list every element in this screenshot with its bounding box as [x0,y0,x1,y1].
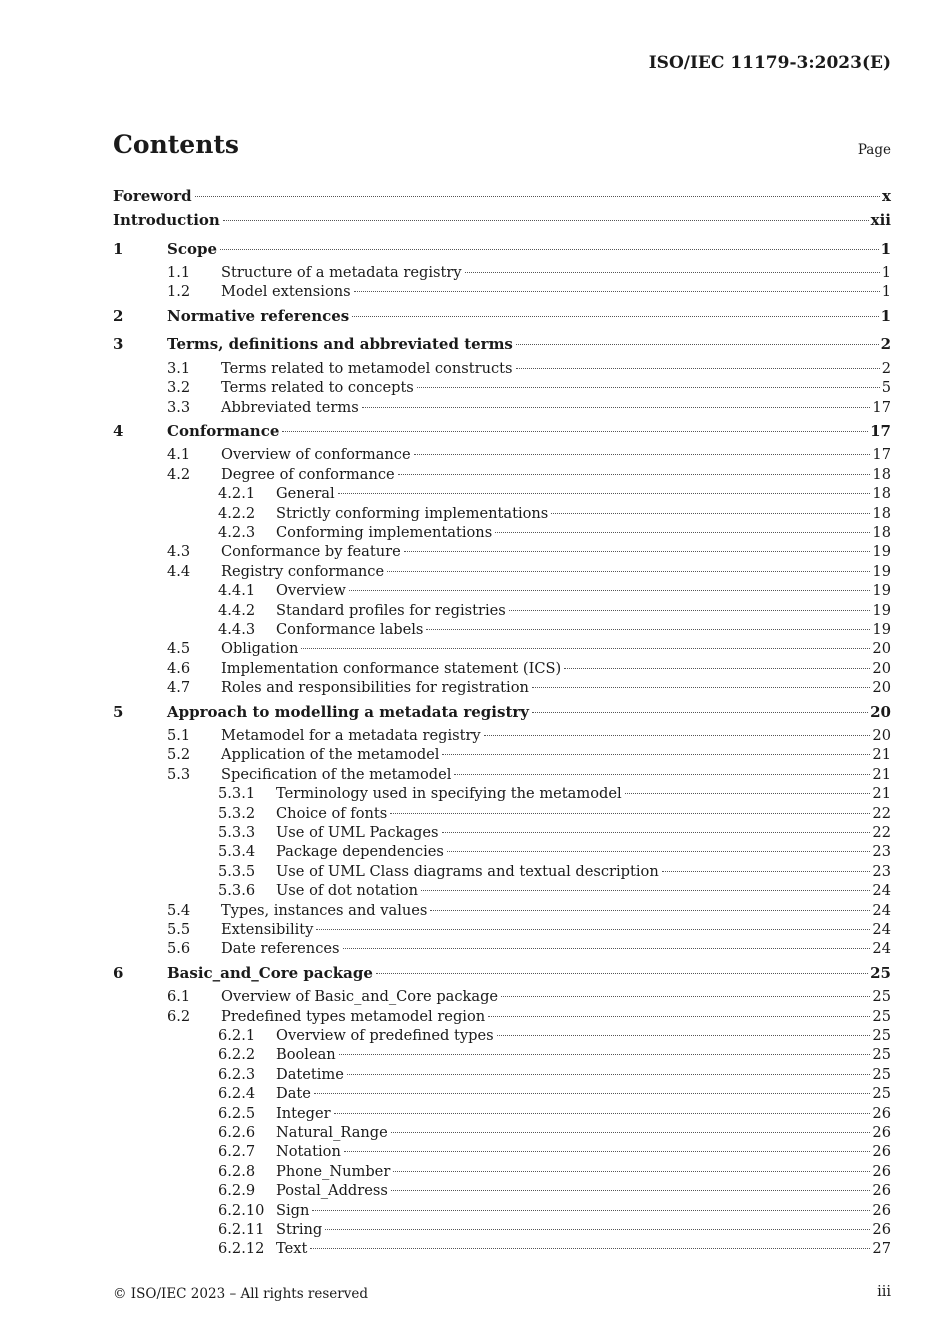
toc-entry[interactable] [113,417,891,446]
toc-entry-title[interactable]: Strictly conforming implementations [276,504,549,522]
toc-entry[interactable] [113,465,891,484]
toc-entry-title[interactable]: Terms, definitions and abbreviated terms [167,335,513,354]
toc-entry[interactable] [113,581,891,600]
toc-entry-title[interactable]: Overview of Basic_and_Core package [221,988,499,1006]
toc-entry-title[interactable]: Introduction [113,211,220,229]
toc-entry[interactable] [113,523,891,542]
toc-entry-number: 4.4.2 [218,601,256,619]
toc-entry-number: 6.2.8 [218,1162,256,1180]
toc-entry[interactable] [113,1026,891,1045]
toc-entry-page[interactable]: 23 [872,843,891,861]
toc-entry-title[interactable]: Registry conformance [221,562,385,580]
toc-entry[interactable] [113,302,891,331]
toc-entry-title[interactable]: Obligation [221,640,299,658]
toc-entry-number: 3 [113,335,124,354]
toc-entry-number: 6.2.12 [218,1240,265,1258]
toc-entry-page[interactable]: 20 [870,702,891,721]
toc-entry-title[interactable]: Conforming implementations [276,524,493,542]
toc-entry-page[interactable]: 27 [872,1240,891,1258]
toc-entry-page[interactable]: 2 [881,359,891,377]
toc-entry-page[interactable]: 19 [872,601,891,619]
toc-entry-page[interactable]: 22 [872,804,891,822]
toc-entry[interactable] [113,920,891,939]
toc-dot-leader [354,291,880,292]
toc-entry-page[interactable]: 24 [872,920,891,938]
toc-entry[interactable] [113,959,891,988]
toc-dot-leader [301,648,870,649]
toc-entry-number: 4.4.3 [218,620,256,638]
toc-entry-title[interactable]: Overview of conformance [221,446,411,464]
toc-entry-page[interactable]: 21 [872,785,891,803]
toc-entry-title[interactable]: Phone_Number [276,1162,391,1180]
toc-entry-title[interactable]: General [276,485,335,503]
toc-dot-leader [421,890,870,891]
toc-entry[interactable] [113,901,891,920]
toc-entry[interactable] [113,881,891,900]
toc-entry-title[interactable]: Specification of the metamodel [221,765,452,783]
toc-entry-title[interactable]: Notation [276,1143,341,1161]
toc-dot-leader [516,368,880,369]
toc-entry[interactable] [113,263,891,282]
toc-entry-page[interactable]: 19 [872,582,891,600]
toc-entry-page[interactable]: 17 [872,398,891,416]
toc-entry[interactable] [113,330,891,359]
toc-dot-leader [362,407,871,408]
toc-entry-number: 6.2.1 [218,1027,256,1044]
toc-entry-number: 5.3.4 [218,843,256,861]
toc-entry[interactable] [113,282,891,301]
toc-dot-leader [417,387,880,388]
toc-entry[interactable] [113,1239,891,1258]
toc-dot-leader [501,996,870,997]
toc-dot-leader [390,813,870,814]
toc-dot-leader [532,712,868,713]
toc-entry-number: 4 [113,421,124,440]
toc-entry-number: 5.2 [167,746,191,764]
toc-entry-title[interactable]: Overview of predefined types [276,1027,494,1044]
toc-entry-number: 4.2.3 [218,524,256,542]
toc-dot-leader [414,454,871,455]
toc-entry[interactable] [113,1084,891,1103]
toc-entry-title[interactable]: Date [276,1085,311,1103]
toc-entry-number: 4.2.2 [218,504,256,522]
toc-entry-title[interactable]: Basic_and_Core package [167,963,373,982]
toc-entry[interactable] [113,504,891,523]
toc-dot-leader [442,832,871,833]
toc-entry[interactable] [113,1045,891,1064]
toc-dot-leader [195,196,880,197]
toc-dot-leader [343,948,871,949]
toc-entry-title[interactable]: Text [276,1240,308,1258]
toc-entry-title[interactable]: Natural_Range [276,1123,388,1141]
toc-entry-page[interactable]: xii [870,211,891,229]
toc-entry-number: 6.2 [167,1007,191,1025]
toc-entry[interactable] [113,823,891,842]
toc-dot-leader [484,735,871,736]
toc-entry-title[interactable]: Metamodel for a metadata registry [221,727,481,745]
toc-entry-number: 5.3.1 [218,785,256,803]
copyright-notice: © ISO/IEC 2023 – All rights reserved [113,1286,368,1302]
toc-entry-page[interactable]: 1 [881,283,891,301]
toc-dot-leader [465,272,880,273]
toc-dot-leader [352,316,878,317]
toc-entry-number: 1 [113,239,124,258]
toc-entry-title[interactable]: Model extensions [221,283,351,301]
toc-entry[interactable] [113,639,891,658]
toc-entry[interactable] [113,1007,891,1026]
toc-entry-page[interactable]: 23 [872,862,891,880]
toc-entry-number: 6.2.2 [218,1046,256,1064]
toc-entry[interactable] [113,206,891,235]
toc-entry-page[interactable]: 20 [872,679,891,697]
toc-entry[interactable] [113,484,891,503]
toc-entry-title[interactable]: Choice of fonts [276,804,388,822]
toc-entry-page[interactable]: 17 [872,446,891,464]
toc-entry-number: 4.6 [167,659,191,677]
toc-entry-number: 6.1 [167,988,191,1006]
toc-dot-leader [532,687,871,688]
toc-dot-leader [509,610,871,611]
toc-entry-title[interactable]: Terms related to metamodel constructs [221,359,513,377]
toc-entry-title[interactable]: Abbreviated terms [221,398,359,416]
toc-entry-title[interactable]: Extensibility [221,920,314,938]
toc-entry-page[interactable]: 25 [872,1065,891,1083]
toc-entry-number: 2 [113,306,124,325]
toc-dot-leader [488,1016,870,1017]
toc-dot-leader [338,493,871,494]
toc-dot-leader [495,532,870,533]
toc-entry[interactable] [113,726,891,745]
toc-entry-title[interactable]: String [276,1220,323,1238]
toc-entry-number: 4.5 [167,640,191,658]
toc-dot-leader [282,431,868,432]
toc-entry-page[interactable]: 25 [872,988,891,1006]
toc-entry-number: 5.3.3 [218,823,256,841]
toc-entry[interactable] [113,398,891,417]
toc-entry-page[interactable]: x [882,187,891,205]
toc-entry-number: 3.2 [167,379,191,397]
toc-entry-number: 5.3.2 [218,804,256,822]
toc-entry-title[interactable]: Implementation conformance statement (ICS) [221,659,562,677]
toc-entry[interactable] [113,804,891,823]
toc-entry-number: 6.2.11 [218,1220,265,1238]
toc-entry-page[interactable]: 26 [872,1182,891,1200]
toc-entry-number: 5.3.5 [218,862,256,880]
toc-entry-page[interactable]: 18 [872,485,891,503]
toc-dot-leader [662,871,871,872]
toc-entry-page[interactable]: 26 [872,1123,891,1141]
toc-entry[interactable] [113,620,891,639]
toc-entry-number: 5 [113,702,124,721]
toc-entry-title[interactable]: Structure of a metadata registry [221,264,462,281]
toc-entry[interactable] [113,659,891,678]
toc-entry-number: 5.6 [167,940,191,958]
toc-dot-leader [447,851,871,852]
toc-entry-page[interactable]: 19 [872,543,891,561]
toc-entry-page[interactable]: 20 [872,727,891,745]
toc-entry-page[interactable]: 1 [880,239,891,258]
toc-entry[interactable] [113,1065,891,1084]
toc-entry-title[interactable]: Types, instances and values [221,901,428,919]
toc-entry-title[interactable]: Degree of conformance [221,465,395,483]
toc-entry-page[interactable]: 26 [872,1162,891,1180]
toc-entry-number: 3.3 [167,398,191,416]
toc-entry[interactable] [113,1201,891,1220]
toc-dot-leader [426,629,870,630]
toc-entry-page[interactable]: 18 [872,504,891,522]
toc-entry-number: 6.2.6 [218,1123,256,1141]
toc-dot-leader [497,1035,871,1036]
toc-entry-title[interactable]: Package dependencies [276,843,444,861]
toc-entry-title[interactable]: Foreword [113,187,192,205]
toc-dot-leader [404,551,871,552]
toc-entry[interactable] [113,235,891,264]
toc-entry[interactable] [113,1123,891,1142]
toc-entry-page[interactable]: 25 [872,1007,891,1025]
toc-entry-page[interactable]: 18 [872,524,891,542]
toc-entry-number: 4.4.1 [218,582,256,600]
toc-dot-leader [564,668,870,669]
toc-dot-leader [220,249,879,250]
toc-dot-leader [391,1190,871,1191]
toc-dot-leader [349,590,871,591]
toc-entry-title[interactable]: Roles and responsibilities for registration [221,679,529,697]
toc-entry-page[interactable]: 5 [881,379,891,397]
toc-dot-leader [516,344,879,345]
toc-dot-leader [398,474,871,475]
toc-entry-number: 5.4 [167,901,191,919]
toc-entry-number: 6.2.3 [218,1065,256,1083]
toc-entry[interactable] [113,1181,891,1200]
toc-entry[interactable] [113,1142,891,1161]
toc-entry[interactable] [113,765,891,784]
toc-entry-number: 4.4 [167,562,191,580]
toc-entry-number: 4.3 [167,543,191,561]
toc-entry-title[interactable]: Application of the metamodel [221,746,440,764]
toc-entry-number: 4.2.1 [218,485,256,503]
toc-entry-page[interactable]: 19 [872,562,891,580]
toc-dot-leader [344,1151,871,1152]
toc-entry[interactable] [113,359,891,378]
toc-entry-number: 5.3 [167,765,191,783]
toc-entry-page[interactable]: 26 [872,1104,891,1122]
toc-dot-leader [347,1074,871,1075]
toc-entry-page[interactable]: 25 [872,1046,891,1064]
toc-dot-leader [430,910,870,911]
toc-entry[interactable] [113,784,891,803]
toc-entry-title[interactable]: Postal_Address [276,1182,388,1200]
toc-entry-title[interactable]: Use of UML Class diagrams and textual description [276,862,659,880]
toc-entry-title[interactable]: Conformance [167,421,280,440]
toc-entry-page[interactable]: 24 [872,901,891,919]
toc-entry-page[interactable]: 21 [872,765,891,783]
toc-entry-page[interactable]: 2 [880,335,891,354]
toc-entry-page[interactable]: 26 [872,1201,891,1219]
toc-dot-leader [551,513,870,514]
toc-dot-leader [391,1132,871,1133]
toc-entry-title[interactable]: Datetime [276,1065,344,1083]
toc-entry-number: 6.2.5 [218,1104,256,1122]
toc-entry[interactable] [113,562,891,581]
toc-dot-leader [625,793,871,794]
toc-entry[interactable] [113,542,891,561]
toc-entry[interactable] [113,601,891,620]
toc-entry-page[interactable]: 24 [872,882,891,900]
toc-entry-number: 1.2 [167,283,191,301]
toc-entry-page[interactable]: 17 [870,421,891,440]
page-number: iii [877,1284,891,1300]
toc-entry[interactable] [113,862,891,881]
page-title: Contents [113,130,240,159]
toc-entry-page[interactable]: 26 [872,1143,891,1161]
toc-entry-number: 6.2.9 [218,1182,256,1200]
toc-dot-leader [454,774,870,775]
toc-entry-page[interactable]: 20 [872,659,891,677]
toc-entry-number: 6 [113,963,124,982]
toc-entry-page[interactable]: 26 [872,1220,891,1238]
toc-entry-title[interactable]: Terms related to concepts [221,379,414,397]
toc-entry-number: 4.2 [167,465,191,483]
toc-entry-title[interactable]: Overview [276,582,346,600]
toc-entry-number: 5.1 [167,727,191,745]
toc-entry-title[interactable]: Boolean [276,1046,336,1064]
toc-entry-title[interactable]: Use of UML Packages [276,823,439,841]
toc-entry-title[interactable]: Approach to modelling a metadata registry [167,702,529,721]
toc-entry-page[interactable]: 24 [872,940,891,958]
toc-entry-title[interactable]: Date references [221,940,340,958]
toc-entry-number: 6.2.10 [218,1201,265,1219]
toc-dot-leader [310,1248,870,1249]
table-of-contents [113,186,891,1259]
toc-entry-title[interactable]: Standard profiles for registries [276,601,506,619]
toc-entry-title[interactable]: Terminology used in specifying the metamodel [276,785,622,803]
toc-entry[interactable] [113,987,891,1006]
toc-entry[interactable] [113,842,891,861]
page-column-label: Page [857,142,891,158]
toc-entry-page[interactable]: 25 [872,1027,891,1044]
toc-dot-leader [325,1229,870,1230]
toc-entry-number: 1.1 [167,264,191,281]
toc-dot-leader [442,754,870,755]
toc-entry[interactable] [113,698,891,727]
toc-entry-page[interactable]: 1 [881,264,891,281]
toc-entry-number: 6.2.4 [218,1085,256,1103]
toc-entry-title[interactable]: Predefined types metamodel region [221,1007,486,1025]
toc-entry-title[interactable]: Sign [276,1201,310,1219]
toc-entry-title[interactable]: Normative references [167,306,350,325]
toc-entry[interactable] [113,1220,891,1239]
toc-entry-number: 5.3.6 [218,882,256,900]
toc-entry-title[interactable]: Conformance by feature [221,543,401,561]
toc-entry[interactable] [113,939,891,958]
toc-dot-leader [376,973,868,974]
toc-entry-page[interactable]: 25 [872,1085,891,1103]
toc-dot-leader [314,1093,871,1094]
toc-entry-page[interactable]: 22 [872,823,891,841]
toc-dot-leader [387,571,870,572]
toc-dot-leader [339,1054,871,1055]
toc-entry[interactable] [113,186,891,206]
toc-entry-page[interactable]: 19 [872,620,891,638]
toc-entry-page[interactable]: 20 [872,640,891,658]
toc-dot-leader [223,220,869,221]
toc-entry-page[interactable]: 25 [870,963,891,982]
toc-entry-number: 4.1 [167,446,191,464]
toc-entry[interactable] [113,1162,891,1181]
toc-entry-number: 3.1 [167,359,191,377]
toc-dot-leader [312,1210,870,1211]
toc-entry[interactable] [113,1104,891,1123]
toc-entry-number: 4.7 [167,679,191,697]
toc-entry-page[interactable]: 18 [872,465,891,483]
toc-entry-page[interactable]: 21 [872,746,891,764]
toc-entry[interactable] [113,378,891,397]
toc-entry-title[interactable]: Use of dot notation [276,882,418,900]
toc-entry[interactable] [113,678,891,697]
toc-entry-title[interactable]: Scope [167,239,218,258]
toc-entry-number: 5.5 [167,920,191,938]
toc-entry-title[interactable]: Conformance labels [276,620,424,638]
toc-entry-number: 6.2.7 [218,1143,256,1161]
toc-entry-page[interactable]: 1 [880,306,891,325]
toc-dot-leader [316,929,870,930]
toc-dot-leader [393,1171,870,1172]
toc-entry[interactable] [113,745,891,764]
toc-entry-title[interactable]: Integer [276,1104,331,1122]
toc-dot-leader [334,1113,871,1114]
document-id: ISO/IEC 11179-3:2023(E) [648,53,891,73]
toc-entry[interactable] [113,445,891,464]
